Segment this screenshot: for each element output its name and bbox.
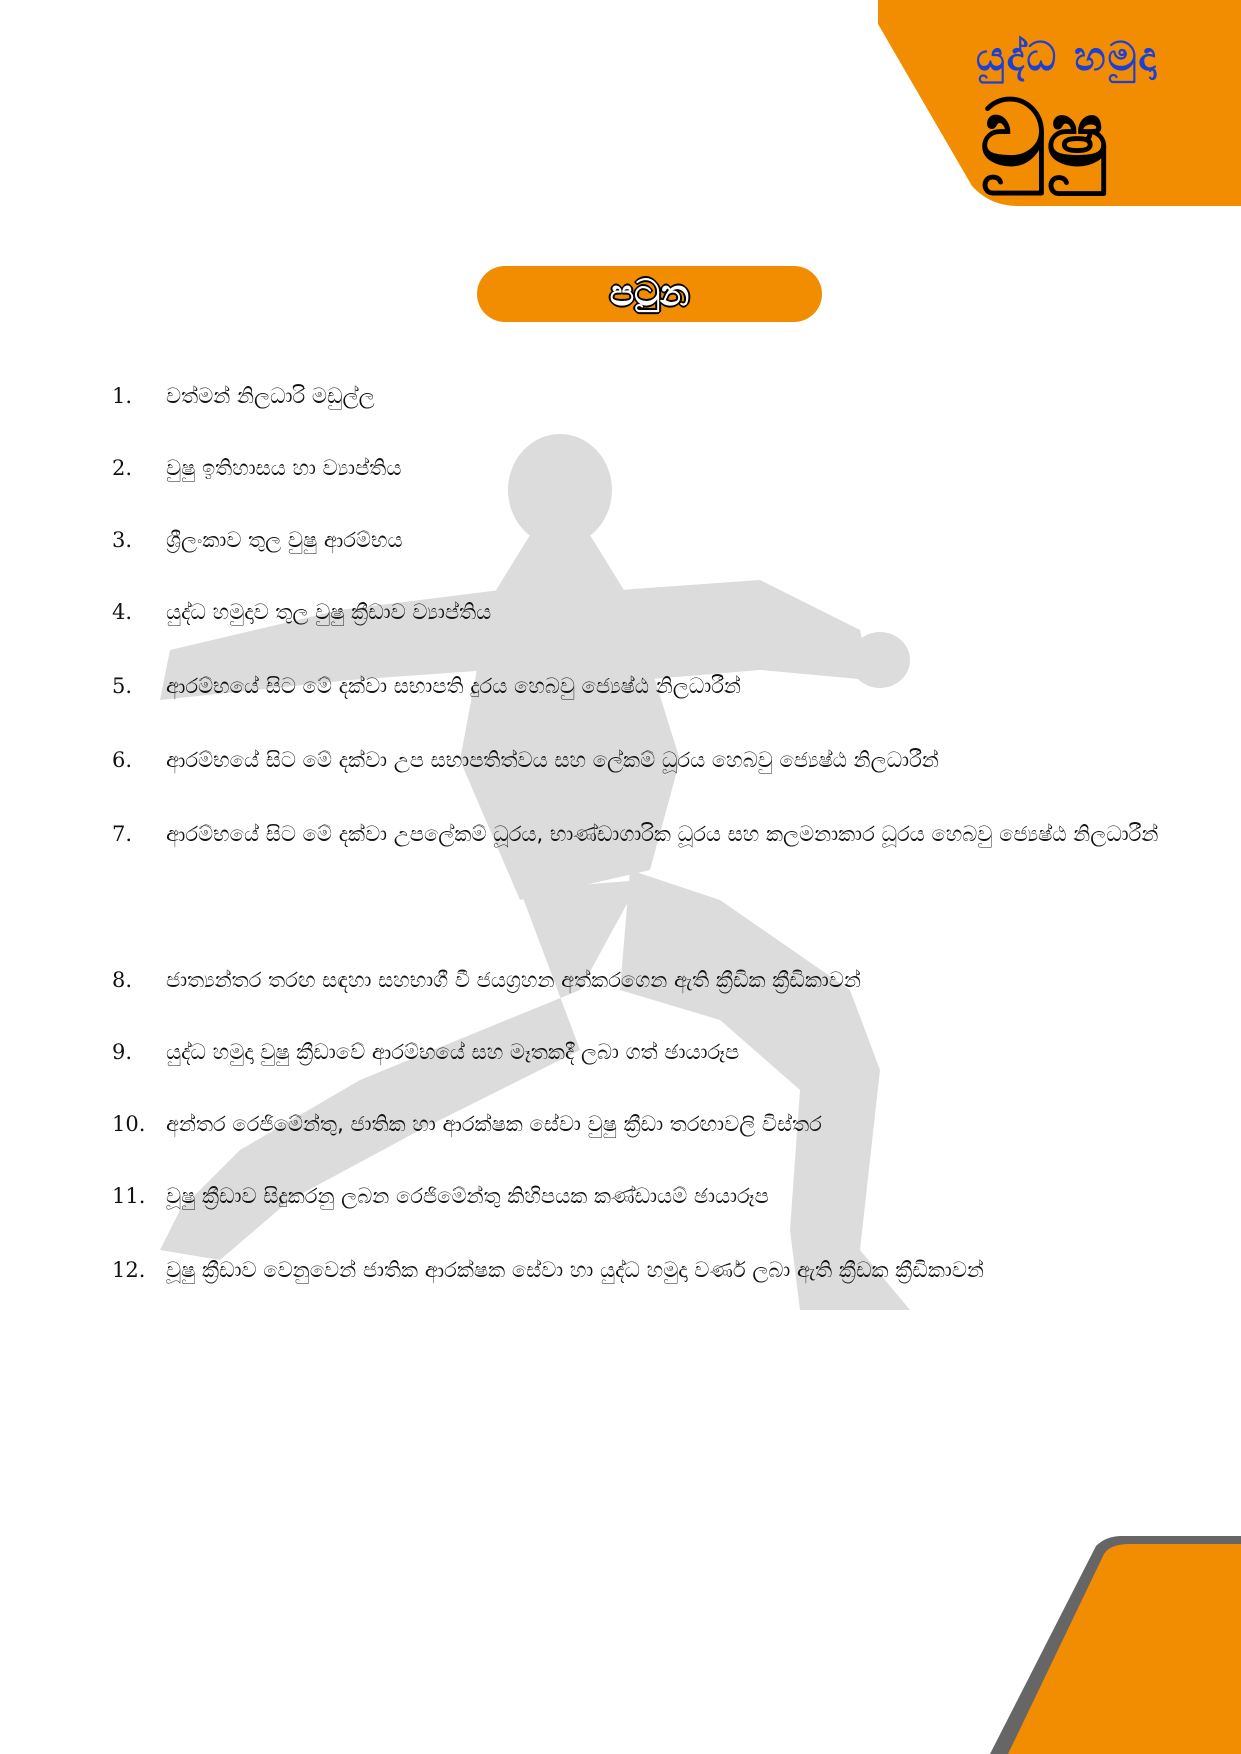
- toc-item-number: 9.: [112, 1040, 133, 1064]
- toc-item-number: 4.: [112, 600, 133, 624]
- toc-item-text: වූෂු ක්‍රීඩාව සිදුකරනු ලබන රෙජිමේන්තු කිහිපයක කණ්ඩායම් ඡායාරූප: [166, 1184, 769, 1208]
- toc-item-text: අන්තර රෙජිමේන්තු, ජාතික හා ආරක්ෂක සේවා වුෂු ක්‍රීඩා තරඟාවලි විස්තර: [166, 1112, 822, 1136]
- toc-item-number: 8.: [112, 968, 133, 992]
- toc-item-text: ආරම්භයේ සිට මේ දක්වා උපලේකම් ධූරය, භාණ්ඩාගාරික ධූරය සහ කලමනාකාර ධූරය හෙබවු ජ්‍යෙෂ්ඨ නිලධාරීන්: [166, 822, 1159, 846]
- toc-item-number: 3.: [112, 528, 133, 552]
- toc-item-text: ශ්‍රීලංකාව තුල වුෂු ආරම්භය: [166, 528, 403, 552]
- toc-item-text: වුෂු ඉතිහාසය හා ව්‍යාප්තිය: [166, 456, 402, 480]
- toc-item-number: 5.: [112, 674, 133, 698]
- toc-item-text: ආරම්භයේ සිට මේ දක්වා සභාපති දුරය හෙබවු ජ්‍යෙෂ්ඨ නිලධාරීන්: [166, 674, 741, 698]
- page-title: පටුන: [609, 273, 690, 314]
- toc-item-text: ආරම්භයේ සිට මේ දක්වා උප සභාපතිත්වය සහ ලේකම් ධූරය හෙබවු ජ්‍යෙෂ්ඨ නිලධාරීන්: [166, 748, 939, 772]
- toc-item-number: 10.: [112, 1112, 146, 1136]
- brand-logo-main: වුෂු: [980, 80, 1109, 187]
- toc-item-number: 11.: [112, 1184, 146, 1208]
- toc-item-text: යුද්ධ හමුදා වුෂු ක්‍රීඩාවේ ආරම්භයේ සහ මෑතකදී ලබා ගත් ඡායාරූප: [166, 1040, 740, 1064]
- toc-item-text: වත්මන් නිලධාරි මඩුල්ල: [166, 384, 375, 408]
- toc-item-text: ජාත්‍යන්තර තරඟ සඳහා සහභාගී වී ජයග්‍රහන අත්කරගෙන ඇති ක්‍රීඩික ක්‍රීඩිකාවන්: [166, 968, 861, 992]
- toc-item-number: 6.: [112, 748, 133, 772]
- toc-item-number: 12.: [112, 1258, 146, 1282]
- toc-item-text: යුද්ධ හමුදාව තුල වුෂු ක්‍රීඩාව ව්‍යාප්තිය: [166, 600, 492, 624]
- toc-item-number: 1.: [112, 384, 133, 408]
- toc-item-number: 7.: [112, 822, 133, 846]
- brand-logo-top-line: යුද්ධ හමුදා: [976, 34, 1159, 80]
- toc-item-number: 2.: [112, 456, 133, 480]
- toc-item-text: වූෂු ක්‍රීඩාව වෙනුවෙන් ජාතික ආරක්ෂක සේවා හා යුද්ධ හමුදා වර්ණ ලබා ඇති ක්‍රීඩක ක්‍රීඩිකාවන්: [166, 1258, 984, 1282]
